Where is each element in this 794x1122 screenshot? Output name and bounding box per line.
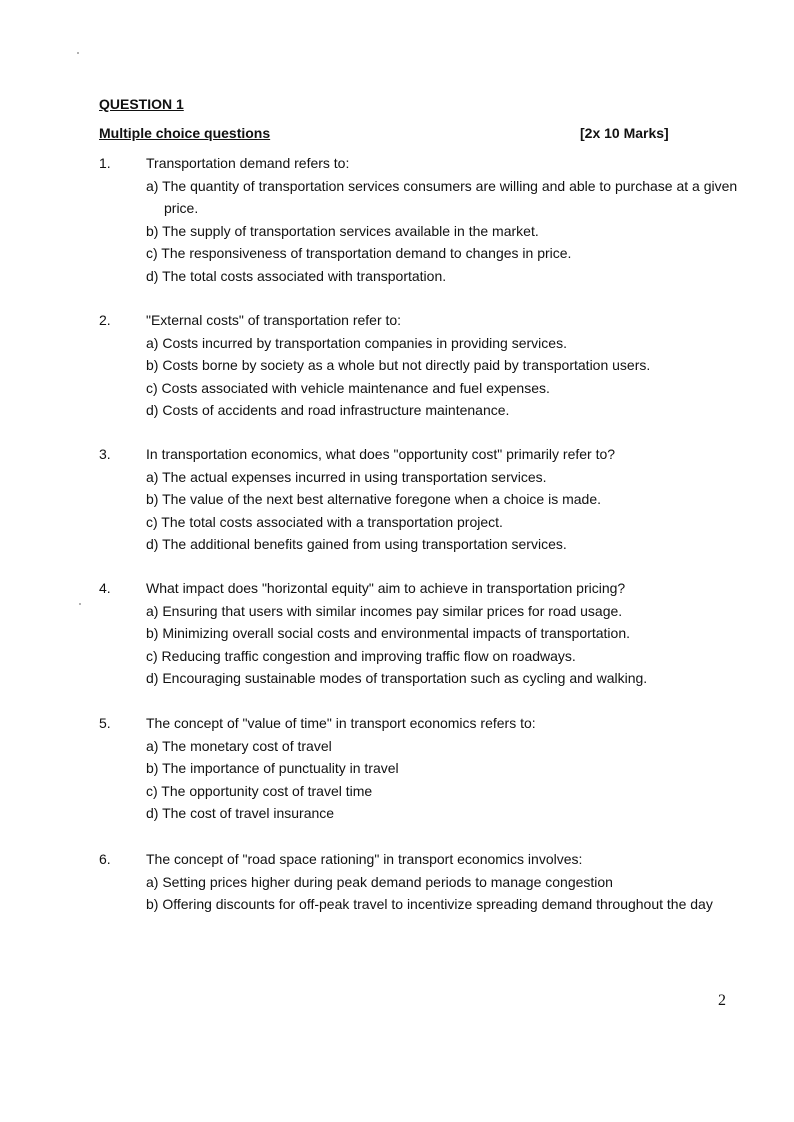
question-title: QUESTION 1 <box>99 96 184 112</box>
option-b: b) The value of the next best alternative foregone when a choice is made. <box>146 491 602 507</box>
question-number: 4. <box>99 580 111 596</box>
question-number: 5. <box>99 715 111 731</box>
option-c: c) Costs associated with vehicle maintenance and fuel expenses. <box>146 379 550 396</box>
option-c: c) The total costs associated with a transportation project. <box>146 513 503 530</box>
question-item <box>99 152 739 287</box>
question-number: 1. <box>99 155 111 171</box>
question-text: Transportation demand refers to: <box>146 155 350 171</box>
marks-label: [2x 10 Marks] <box>580 125 669 141</box>
option-d: d) The cost of travel insurance <box>146 805 335 821</box>
question-text: What impact does "horizontal equity" aim to achieve in transportation pricing? <box>146 580 626 596</box>
option-c: c) The responsiveness of transportation demand to changes in price. <box>146 245 572 261</box>
question-number: 2. <box>99 312 111 328</box>
question-number: 6. <box>99 851 111 867</box>
option-a: a) Setting prices higher during peak demand periods to manage congestion <box>146 873 613 890</box>
question-item <box>99 443 739 556</box>
question-text: In transportation economics, what does "opportunity cost" primarily refer to? <box>146 446 616 462</box>
option-d: d) Costs of accidents and road infrastructure maintenance. <box>146 402 510 418</box>
question-item <box>99 848 739 916</box>
option-a: a) Costs incurred by transportation companies in providing services. <box>146 334 567 351</box>
scan-speck <box>79 603 81 605</box>
question-text: "External costs" of transportation refer to: <box>146 312 402 328</box>
question-item <box>99 577 739 690</box>
option-a: a) The actual expenses incurred in using transportation services. <box>146 468 547 485</box>
question-number: 3. <box>99 446 111 462</box>
option-a: a) The monetary cost of travel <box>146 737 332 754</box>
question-item <box>99 309 739 422</box>
section-title: Multiple choice questions <box>99 125 271 141</box>
option-b: b) Offering discounts for off-peak travel to incentivize spreading demand throughout the day <box>146 896 713 912</box>
question-item <box>99 712 739 825</box>
option-b: b) Costs borne by society as a whole but not directly paid by transportation users. <box>146 357 651 373</box>
option-b: b) The supply of transportation services available in the market. <box>146 222 539 239</box>
question-text: The concept of "value of time" in transport economics refers to: <box>146 715 536 731</box>
option-c: c) The opportunity cost of travel time <box>146 782 373 799</box>
option-a: a) Ensuring that users with similar incomes pay similar prices for road usage. <box>146 602 623 619</box>
option-d: d) The additional benefits gained from using transportation services. <box>146 536 567 552</box>
option-b: b) Minimizing overall social costs and environmental impacts of transportation. <box>146 625 630 641</box>
option-d: d) Encouraging sustainable modes of transportation such as cycling and walking. <box>146 670 648 686</box>
question-text: The concept of "road space rationing" in transport economics involves: <box>146 851 583 867</box>
page-number: 2 <box>718 992 726 1009</box>
option-d: d) The total costs associated with transportation. <box>146 267 447 284</box>
option-c: c) Reducing traffic congestion and improving traffic flow on roadways. <box>146 647 576 664</box>
option-b: b) The importance of punctuality in travel <box>146 760 399 776</box>
scan-speck <box>77 52 79 54</box>
option-a: a) The quantity of transportation services consumers are willing and able to purchase at a given price. <box>146 177 738 216</box>
